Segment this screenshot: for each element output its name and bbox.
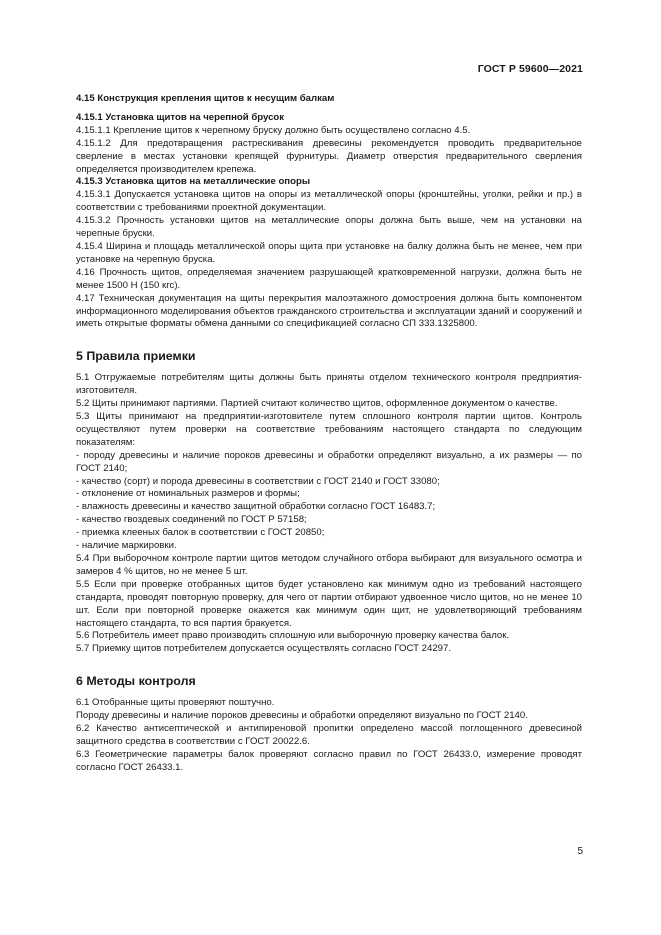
paragraph-6-1-continued: Породу древесины и наличие пороков древесины и обработки определяют визуально по ГОСТ 2140. (76, 710, 528, 722)
section-5-title: 5 Правила приемки (76, 349, 196, 364)
section-4-15-1-title: 4.15.1 Установка щитов на черепной брусок (76, 111, 285, 123)
section-4-15-3-title: 4.15.3 Установка щитов на металлические опоры (76, 176, 311, 188)
paragraph-6-3: 6.3 Геометрические параметры балок проверяют согласно правил по ГОСТ 26433.0, измерение проводят согласно ГОСТ 26433.1. (76, 748, 582, 773)
paragraph-4-15-1-1: 4.15.1.1 Крепление щитов к черепному бруску должно быть осуществлено согласно 4.5. (76, 124, 471, 136)
paragraph-5-2: 5.2 Щиты принимают партиями. Партией считают количество щитов, оформленное документом о качестве. (76, 398, 558, 410)
document-code: ГОСТ Р 59600—2021 (477, 63, 583, 75)
list-item: - породу древесины и наличие пороков древесины и обработки определяют визуально, а их размеры — по ГОСТ 2140; (76, 449, 582, 474)
list-item: - приемка клееных балок в соответствии с ГОСТ 20850; (76, 527, 325, 539)
paragraph-4-15-3-1: 4.15.3.1 Допускается установка щитов на опоры из металлической опоры (кронштейны, уголки, рейки и пр.) в соответствии с требованиями проектной документации. (76, 189, 582, 214)
paragraph-5-3: 5.3 Щиты принимают на предприятии-изготовителе путем сплошного контроля партии щитов. Контроль осуществляют путем проверки на соответствие требованиям настоящего стандарта по следующим показателям: (76, 411, 582, 448)
paragraph-4-17: 4.17 Техническая документация на щиты перекрытия малоэтажного домостроения должна быть компонентом информационного моделирования объектов гражданского строительства и эксплуатации зданий и сооружений и иметь открытые форматы обмена данными со спецификацией согласно СП 333.1325800. (76, 292, 582, 330)
paragraph-4-15-3-2: 4.15.3.2 Прочность установки щитов на металлические опоры должна быть выше, чем на установки на черепные бруски. (76, 215, 582, 240)
paragraph-4-15-4: 4.15.4 Ширина и площадь металлической опоры щита при установке на балку должна быть не менее, чем при установке на черепную бруска. (76, 240, 582, 265)
paragraph-5-5: 5.5 Если при проверке отобранных щитов будет установлено как минимум одно из требований настоящего стандарта, проводят повторную проверку, для чего от партии отбирают удвоенное число щитов, но не менее 10 шт. Если при повторной проверке окажется как минимум один щит, не удовлетворяющий требованиям настоящего стандарта, то вся партия бракуется. (76, 578, 582, 629)
document-body (76, 93, 582, 775)
list-item: - наличие маркировки. (76, 540, 177, 552)
page-number: 5 (577, 846, 583, 857)
section-6-title: 6 Методы контроля (76, 674, 196, 689)
paragraph-4-15-1-2: 4.15.1.2 Для предотвращения растрескивания древесины рекомендуется проводить предварительное сверление в местах установки крепящей фурнитуры. Диаметр отверстия предварительного сверления определяется производителем крепежа. (76, 137, 582, 175)
list-item: - качество гвоздевых соединений по ГОСТ Р 57158; (76, 514, 307, 526)
list-item: - отклонение от номинальных размеров и формы; (76, 488, 300, 500)
section-4-15-title: 4.15 Конструкция крепления щитов к несущим балкам (76, 93, 335, 104)
paragraph-4-16: 4.16 Прочность щитов, определяемая значением разрушающей кратковременной нагрузки, должна быть не менее 1500 Н (150 кгс). (76, 266, 582, 291)
paragraph-5-7: 5.7 Приемку щитов потребителем допускается осуществлять согласно ГОСТ 24297. (76, 643, 451, 655)
paragraph-5-6: 5.6 Потребитель имеет право производить сплошную или выборочную проверку качества балок. (76, 630, 510, 642)
list-item: - качество (сорт) и порода древесины в соответствии с ГОСТ 2140 и ГОСТ 33080; (76, 475, 440, 487)
paragraph-6-2: 6.2 Качество антисептической и антипиреновой пропитки определено массой поглощенного древесиной защитного средства в соответствии с ГОСТ 20022.6. (76, 723, 582, 747)
paragraph-6-1: 6.1 Отобранные щиты проверяют поштучно. (76, 697, 275, 709)
paragraph-5-1: 5.1 Отгружаемые потребителям щиты должны быть приняты отделом технического контроля предприятия-изготовителя. (76, 372, 582, 397)
paragraph-5-4: 5.4 При выборочном контроле партии щитов методом случайного отбора выбирают для визуального осмотра и замеров 4 % щитов, но не менее 5 шт. (76, 553, 582, 577)
list-item: - влажность древесины и качество защитной обработки согласно ГОСТ 16483.7; (76, 501, 436, 513)
